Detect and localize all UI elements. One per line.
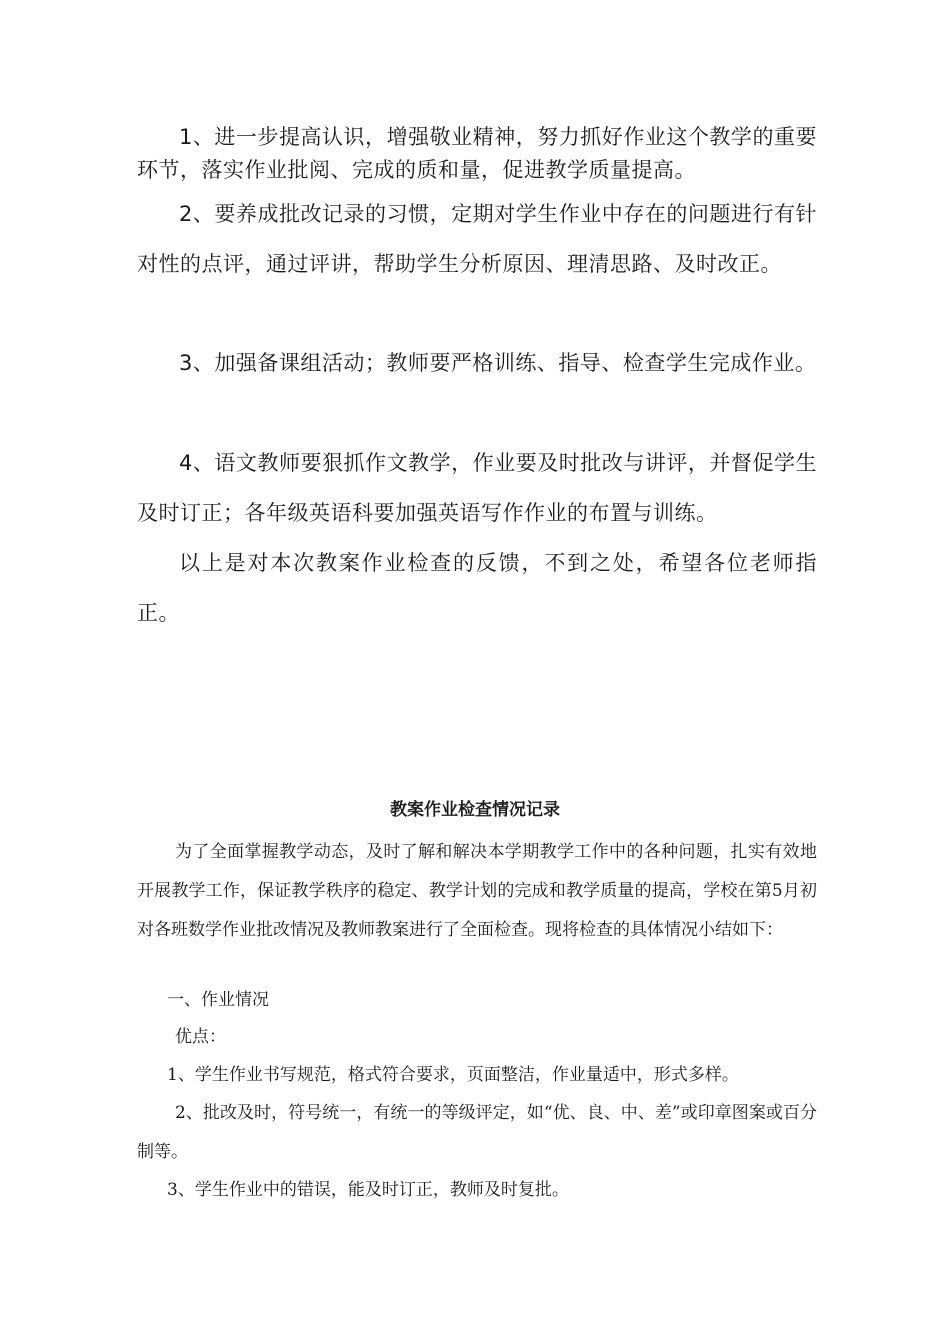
record-heading: 一、作业情况: [167, 990, 269, 1010]
feedback-item-3: 3、加强备课组活动；教师要严格训练、指导、检查学生完成作业。: [179, 351, 817, 375]
record-item-1: 1、学生作业书写规范，格式符合要求，页面整洁，作业量适中，形式多样。: [167, 1065, 739, 1085]
feedback-item-1: 1、进一步提高认识，增强敬业精神，努力抓好作业这个教学的重要环节，落实作业批阅、完成的质和量，促进教学质量提高。: [137, 125, 817, 182]
feedback-item-2: 2、要养成批改记录的习惯，定期对学生作业中存在的问题进行有针对性的点评，通过评讲，帮助学生分析原因、理清思路、及时改正。: [137, 202, 817, 276]
feedback-closing: 以上是对本次教案作业检查的反馈，不到之处，希望各位老师指正。: [137, 551, 817, 625]
record-item-3: 3、学生作业中的错误，能及时订正，教师及时复批。: [167, 1180, 569, 1200]
feedback-item-4: 4、语文教师要狠抓作文教学，作业要及时批改与讲评，并督促学生及时订正；各年级英语科要加强英语写作作业的布置与训练。: [137, 451, 817, 525]
record-intro: 为了全面掌握教学动态，及时了解和解决本学期教学工作中的各种问题，扎实有效地开展教学工作，保证教学秩序的稳定、教学计划的完成和教学质量的提高，学校在第5月初对各班数学作业批改情况及教师教案进行了全面检查。现将检查的具体情况小结如下：: [137, 842, 817, 940]
record-title: 教案作业检查情况记录: [390, 800, 560, 820]
record-item-2: 2、批改及时，符号统一，有统一的等级评定，如“优、良、中、差”或印章图案或百分制等。: [137, 1103, 817, 1162]
record-subheading: 优点：: [175, 1027, 226, 1047]
